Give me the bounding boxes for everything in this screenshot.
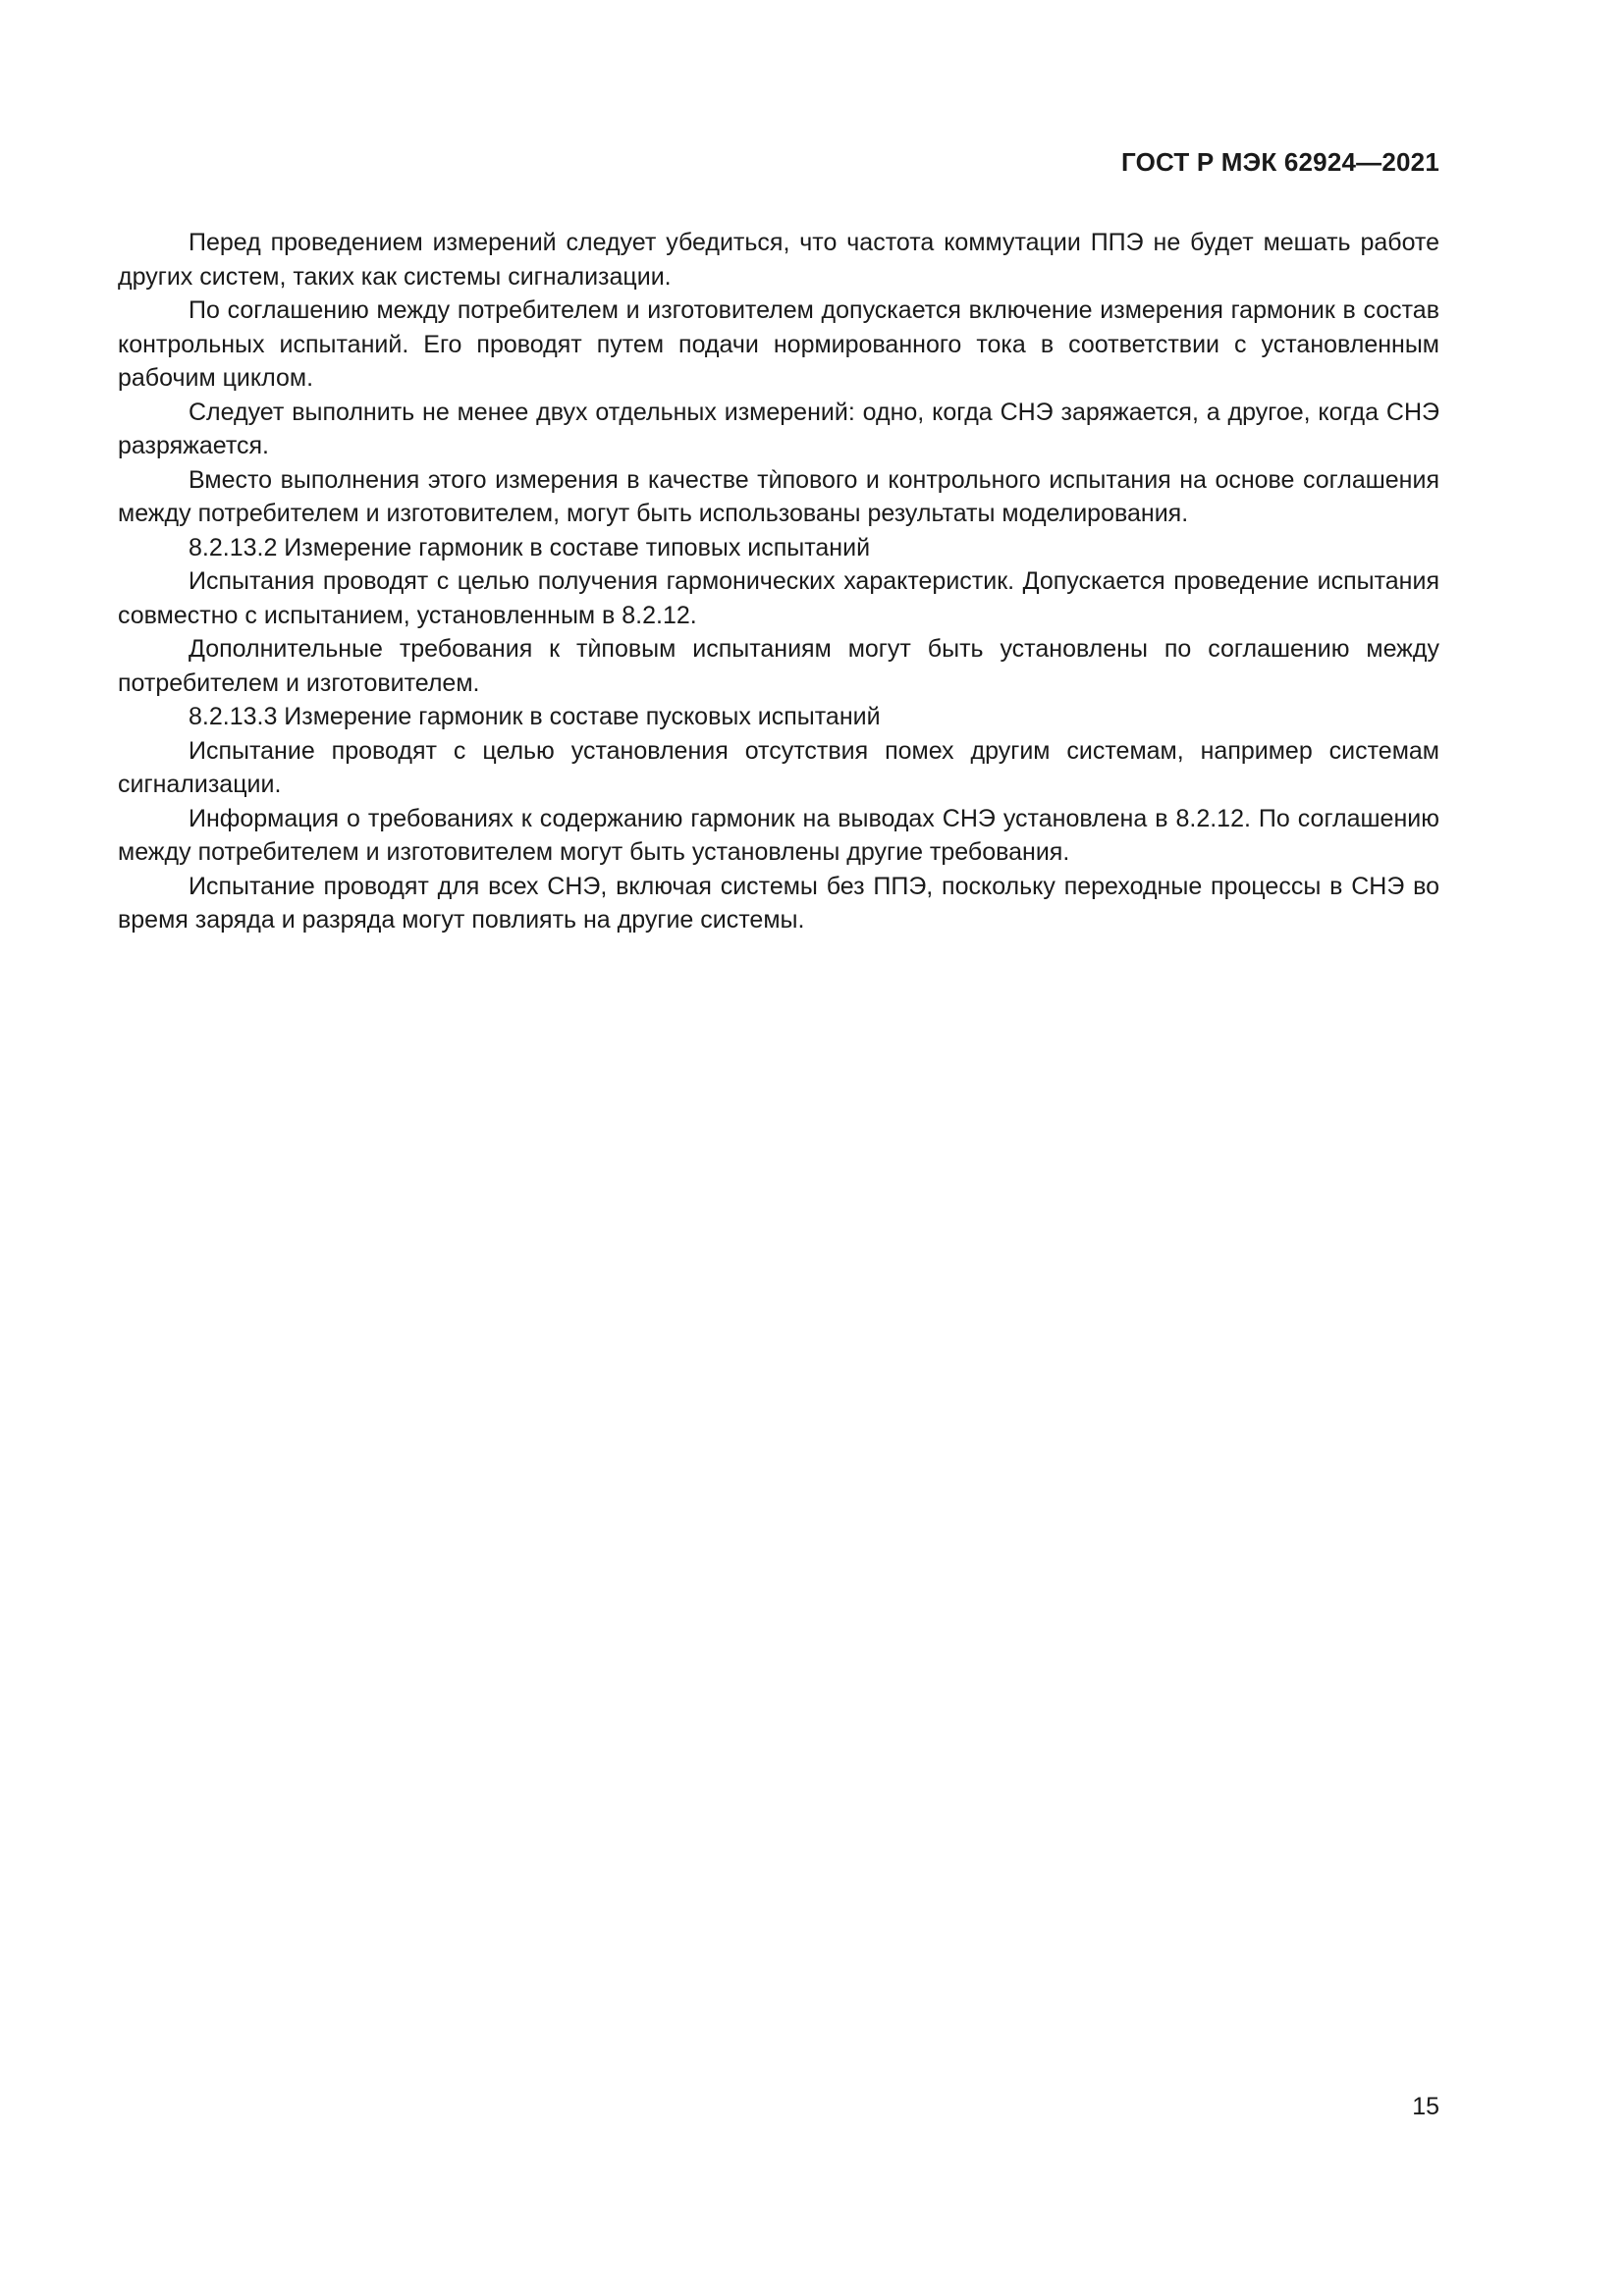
- paragraph: Испытание проводят с целью установления отсутствия помех другим системам, например системам сигнализации.: [118, 736, 1439, 798]
- page-number: 15: [1412, 2093, 1439, 2120]
- paragraph: По соглашению между потребителем и изготовителем допускается включение измерения гармоник в состав контрольных испытаний. Его проводят путем подачи нормированного тока в соответствии с установленным рабочим циклом.: [118, 296, 1439, 392]
- paragraph: Вместо выполнения этого измерения в качестве тѝпового и контрольного испытания на основе соглашения между потребителем и изготовителем, могут быть использованы результаты моделирования.: [118, 465, 1439, 527]
- paragraph: Перед проведением измерений следует убедиться, что частота коммутации ППЭ не будет мешать работе других систем, таких как системы сигнализации.: [118, 229, 1439, 291]
- section-heading-8-2-13-2: 8.2.13.2 Измерение гармоник в составе типовых испытаний: [189, 533, 871, 561]
- section-heading-8-2-13-3: 8.2.13.3 Измерение гармоник в составе пусковых испытаний: [189, 703, 881, 730]
- document-code-header: ГОСТ Р МЭК 62924—2021: [1120, 147, 1439, 177]
- page-body: [118, 226, 1439, 937]
- paragraph: Испытания проводят с целью получения гармонических характеристик. Допускается проведение испытания совместно с испытанием, установленным в 8.2.12.: [118, 567, 1439, 629]
- paragraph: Испытание проводят для всех СНЭ, включая системы без ППЭ, поскольку переходные процессы в СНЭ во время заряда и разряда могут повлиять на другие системы.: [118, 872, 1439, 934]
- paragraph: Информация о требованиях к содержанию гармоник на выводах СНЭ установлена в 8.2.12. По соглашению между потребителем и изготовителем могут быть установлены другие требования.: [118, 804, 1439, 866]
- paragraph: Дополнительные требования к тѝповым испытаниям могут быть установлены по соглашению между потребителем и изготовителем.: [118, 635, 1439, 697]
- paragraph: Следует выполнить не менее двух отдельных измерений: одно, когда СНЭ заряжается, а другое, когда СНЭ разряжается.: [118, 398, 1439, 459]
